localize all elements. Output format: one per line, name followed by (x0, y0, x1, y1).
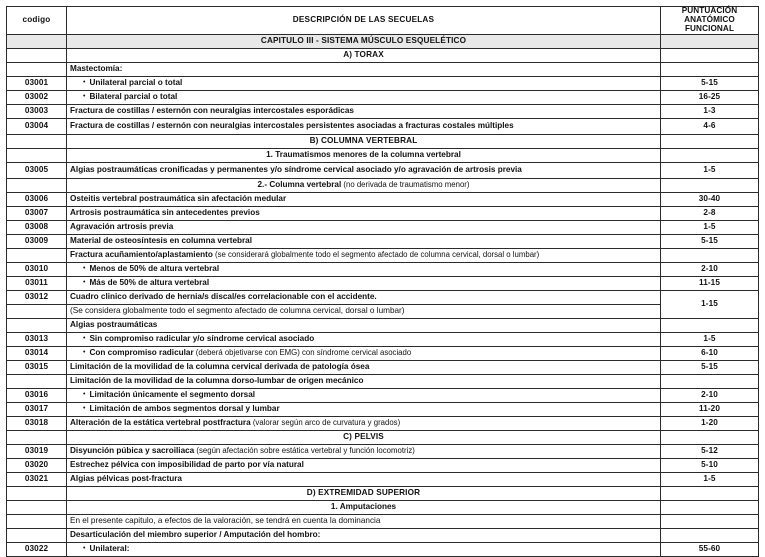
cell-score-empty (661, 430, 759, 444)
cell-score-empty (661, 486, 759, 500)
description-text: Algias pélvicas post-fractura (70, 473, 182, 483)
table-body (7, 34, 759, 556)
table-row (7, 416, 759, 430)
description-text: Bilateral parcial o total (89, 91, 178, 101)
score-value: 5-12 (701, 445, 718, 455)
cell-score (661, 290, 759, 318)
cell-description-chapter (67, 34, 661, 48)
score-value: 1-5 (703, 221, 716, 231)
cell-score (661, 444, 759, 458)
description-text: C) PELVIS (343, 431, 384, 441)
table-row (7, 248, 759, 262)
code-value: 03009 (24, 235, 49, 245)
cell-description-heading (67, 62, 661, 76)
cell-score-empty (661, 178, 759, 192)
cell-code-empty (7, 318, 67, 332)
cell-code (7, 332, 67, 346)
cell-code (7, 444, 67, 458)
cell-score (661, 388, 759, 402)
cell-code (7, 220, 67, 234)
cell-score-empty (661, 318, 759, 332)
description-note: (se considerará globalmente todo el segmento afectado de columna cervical, dorsal o lumbar) (212, 249, 540, 259)
cell-code-empty (7, 148, 67, 162)
description-text: CAPITULO III - SISTEMA MÚSCULO ESQUELÉTICO (260, 35, 467, 45)
description-text: Desarticulación del miembro superior / Amputación del hombro: (70, 529, 321, 539)
cell-code-empty (7, 500, 67, 514)
table-row (7, 290, 759, 304)
cell-code (7, 542, 67, 556)
description-text: Fractura de costillas / esternón con neuralgias intercostales persistentes asociadas a fracturas costales múltiples (70, 120, 514, 130)
score-value: 1-5 (703, 333, 716, 343)
code-value: 03013 (24, 333, 49, 343)
cell-code (7, 104, 67, 118)
cell-score (661, 162, 759, 178)
table-row (7, 276, 759, 290)
table-row (7, 62, 759, 76)
cell-description-bullet (67, 542, 661, 556)
header-score-line1: PUNTUACIÓN (681, 6, 738, 15)
table-row (7, 220, 759, 234)
table-row (7, 234, 759, 248)
description-text: Alteración de la estática vertebral postfractura (70, 417, 251, 427)
description-text: Limitación de la movilidad de la columna dorso-lumbar de origen mecánico (70, 375, 364, 385)
score-value: 4-6 (703, 120, 716, 130)
code-value: 03011 (25, 277, 48, 287)
table-row (7, 500, 759, 514)
cell-description-item (67, 104, 661, 118)
cell-score-empty (661, 500, 759, 514)
score-value: 16-25 (698, 91, 721, 101)
code-value: 03018 (24, 417, 49, 427)
score-value: 55-60 (698, 543, 721, 553)
header-cell-description: DESCRIPCIÓN DE LAS SECUELAS (67, 7, 661, 35)
cell-description-bullet (67, 332, 661, 346)
cell-description-item (67, 118, 661, 134)
description-text: D) EXTREMIDAD SUPERIOR (306, 487, 421, 497)
cell-description-subsection (67, 178, 661, 192)
cell-description-heading (67, 528, 661, 542)
description-text: 2.- Columna vertebral (257, 179, 342, 189)
table-row (7, 514, 759, 528)
cell-description-item (67, 162, 661, 178)
cell-code (7, 206, 67, 220)
code-value: 03012 (24, 291, 49, 301)
table-row (7, 486, 759, 500)
cell-code-empty (7, 248, 67, 262)
description-text: Limitación de ambos segmentos dorsal y lumbar (89, 403, 280, 413)
score-value: 1-15 (701, 298, 718, 308)
code-value: 03002 (24, 91, 49, 101)
score-value: 6-10 (701, 347, 718, 357)
description-text: Agravación artrosis previa (70, 221, 174, 231)
cell-score (661, 360, 759, 374)
cell-description-section (67, 430, 661, 444)
description-text: Unilateral parcial o total (89, 77, 183, 87)
table-header (7, 7, 759, 35)
cell-score (661, 416, 759, 430)
cell-code (7, 276, 67, 290)
description-text: Material de osteosíntesis en columna vertebral (70, 235, 253, 245)
cell-description-subsection (67, 148, 661, 162)
cell-description-section (67, 48, 661, 62)
code-value: 03021 (24, 473, 49, 483)
cell-description-bullet (67, 276, 661, 290)
code-value: 03014 (24, 347, 49, 357)
table-row (7, 458, 759, 472)
description-text: Artrosis postraumática sin antecedentes previos (70, 207, 260, 217)
description-text: Limitación únicamente el segmento dorsal (89, 389, 256, 399)
cell-code-empty (7, 34, 67, 48)
cell-code (7, 118, 67, 134)
table-row (7, 388, 759, 402)
header-score-line2: ANATÓMICO (684, 14, 735, 24)
table-row (7, 162, 759, 178)
cell-score (661, 192, 759, 206)
cell-code (7, 234, 67, 248)
cell-score (661, 346, 759, 360)
cell-score-empty (661, 514, 759, 528)
cell-description-item (67, 458, 661, 472)
cell-code (7, 388, 67, 402)
description-note: (según afectación sobre estática vertebral y función locomotriz) (194, 445, 415, 455)
table-row (7, 206, 759, 220)
score-value: 1-5 (703, 473, 716, 483)
cell-code (7, 290, 67, 304)
cell-code (7, 416, 67, 430)
table-row (7, 528, 759, 542)
cell-description-section (67, 134, 661, 148)
description-text: 1. Traumatismos menores de la columna vertebral (266, 149, 461, 159)
code-value: 03019 (24, 445, 49, 455)
cell-code-empty (7, 514, 67, 528)
score-value: 1-20 (701, 417, 718, 427)
table-row (7, 34, 759, 48)
cell-description-item (67, 416, 661, 430)
cell-description-item (67, 206, 661, 220)
cell-description-item (67, 220, 661, 234)
cell-score (661, 118, 759, 134)
cell-score (661, 206, 759, 220)
cell-code-empty (7, 48, 67, 62)
cell-code-empty (7, 62, 67, 76)
cell-description-note (67, 304, 661, 318)
header-cell-code: codigo (7, 7, 67, 35)
cell-description-bullet (67, 388, 661, 402)
cell-score-empty (661, 528, 759, 542)
description-note: (no derivada de traumatismo menor) (341, 179, 470, 189)
cell-score-empty (661, 148, 759, 162)
code-value: 03010 (24, 263, 49, 273)
score-value: 2-10 (701, 263, 718, 273)
cell-score-empty (661, 62, 759, 76)
score-value: 1-5 (703, 164, 716, 174)
cell-score (661, 276, 759, 290)
cell-score (661, 90, 759, 104)
table-row (7, 318, 759, 332)
cell-code-empty (7, 374, 67, 388)
table-row (7, 472, 759, 486)
description-text: Limitación de la movilidad de la columna cervical derivada de patología ósea (70, 361, 370, 371)
table-row (7, 332, 759, 346)
cell-description-subsection (67, 500, 661, 514)
table-row (7, 192, 759, 206)
description-note: (deberá objetivarse con EMG) con síndrome cervical asociado (193, 347, 412, 357)
cell-code (7, 346, 67, 360)
code-value: 03016 (24, 389, 49, 399)
score-value: 2-10 (701, 389, 718, 399)
description-text: Estrechez pélvica con imposibilidad de parto por vía natural (70, 459, 304, 469)
table-row (7, 178, 759, 192)
cell-description-heading (67, 318, 661, 332)
cell-code-empty (7, 178, 67, 192)
cell-score (661, 542, 759, 556)
cell-code-empty (7, 486, 67, 500)
score-value: 1-3 (703, 105, 716, 115)
score-value: 11-15 (699, 277, 720, 287)
description-text: Fractura acuñamiento/aplastamiento (70, 249, 213, 259)
cell-code-empty (7, 430, 67, 444)
description-text: Unilateral: (89, 543, 130, 553)
cell-score-empty (661, 134, 759, 148)
cell-code (7, 458, 67, 472)
header-row (7, 7, 759, 35)
cell-code-empty (7, 134, 67, 148)
table-row (7, 542, 759, 556)
description-text: Más de 50% de altura vertebral (89, 277, 210, 287)
cell-description-item (67, 360, 661, 374)
cell-score (661, 262, 759, 276)
description-text: Disyunción púbica y sacroiliaca (70, 445, 195, 455)
description-text: Mastectomía: (70, 63, 123, 73)
score-value: 5-10 (701, 459, 718, 469)
description-text: B) COLUMNA VERTEBRAL (309, 135, 418, 145)
cell-code (7, 472, 67, 486)
code-value: 03008 (24, 221, 49, 231)
code-value: 03022 (24, 543, 49, 553)
score-value: 11-20 (699, 403, 720, 413)
description-text: (Se considera globalmente todo el segmento afectado de columna cervical, dorsal o lumbar) (70, 305, 405, 315)
description-text: Cuadro clinico derivado de hernia/s discal/es correlacionable con el accidente. (70, 291, 377, 301)
cell-code (7, 262, 67, 276)
cell-description-bullet (67, 402, 661, 416)
cell-code-empty (7, 528, 67, 542)
description-text: En el presente capitulo, a efectos de la valoración, se tendrá en cuenta la dominancia (70, 515, 381, 525)
description-text: Algias postraumáticas cronificadas y permanentes y/o síndrome cervical asociado y/o agravación de artrosis previa (70, 164, 522, 174)
table-row (7, 118, 759, 134)
cell-code-empty (7, 304, 67, 318)
header-cell-score (661, 7, 759, 35)
cell-description-item (67, 234, 661, 248)
cell-description-item (67, 472, 661, 486)
score-value: 5-15 (701, 361, 718, 371)
table-row (7, 444, 759, 458)
cell-code (7, 76, 67, 90)
cell-score (661, 104, 759, 118)
description-text: A) TORAX (343, 49, 384, 59)
cell-description-bullet (67, 262, 661, 276)
description-text: Con compromiso radicular (89, 347, 194, 357)
cell-description-item (67, 444, 661, 458)
code-value: 03007 (24, 207, 49, 217)
code-value: 03006 (24, 193, 49, 203)
table-row (7, 76, 759, 90)
code-value: 03020 (24, 459, 49, 469)
cell-code (7, 360, 67, 374)
code-value: 03015 (24, 361, 49, 371)
description-text: Menos de 50% de altura vertebral (89, 263, 220, 273)
description-text: 1. Amputaciones (330, 501, 397, 511)
cell-description-bullet (67, 346, 661, 360)
description-note: (valorar según arco de curvatura y grados) (250, 417, 401, 427)
description-text: Sin compromiso radicular y/o síndrome cervical asociado (89, 333, 315, 343)
table-row (7, 374, 759, 388)
cell-description-item (67, 192, 661, 206)
table-row (7, 346, 759, 360)
cell-description-heading (67, 374, 661, 388)
cell-code (7, 402, 67, 416)
cell-description-section (67, 486, 661, 500)
score-value: 5-15 (701, 235, 718, 245)
cell-description-item (67, 290, 661, 304)
baremo-table (6, 6, 759, 557)
description-text: Fractura de costillas / esternón con neuralgias intercostales esporádicas (70, 105, 354, 115)
cell-description-note (67, 514, 661, 528)
cell-score (661, 332, 759, 346)
table-row (7, 104, 759, 118)
cell-code (7, 192, 67, 206)
cell-description-bullet (67, 90, 661, 104)
score-value: 2-8 (703, 207, 716, 217)
table-row (7, 262, 759, 276)
cell-score-empty (661, 374, 759, 388)
cell-code (7, 90, 67, 104)
cell-score (661, 472, 759, 486)
cell-score (661, 76, 759, 90)
description-text: Algias postraumáticas (70, 319, 158, 329)
table-row (7, 48, 759, 62)
table-row (7, 360, 759, 374)
code-value: 03017 (24, 403, 49, 413)
cell-score (661, 402, 759, 416)
header-score-line3: FUNCIONAL (684, 23, 735, 33)
cell-score-empty (661, 34, 759, 48)
cell-score-empty (661, 48, 759, 62)
table-row (7, 90, 759, 104)
cell-code (7, 162, 67, 178)
score-value: 5-15 (701, 77, 718, 87)
cell-description-bullet (67, 76, 661, 90)
table-row (7, 304, 759, 318)
cell-score (661, 220, 759, 234)
cell-score (661, 234, 759, 248)
table-row (7, 430, 759, 444)
score-value: 30-40 (698, 193, 721, 203)
table-row (7, 134, 759, 148)
description-text: Osteitis vertebral postraumática sin afectación medular (70, 193, 287, 203)
code-value: 03005 (24, 164, 49, 174)
cell-description-heading (67, 248, 661, 262)
cell-score-empty (661, 248, 759, 262)
table-row (7, 402, 759, 416)
code-value: 03003 (24, 105, 49, 115)
cell-score (661, 458, 759, 472)
code-value: 03001 (24, 77, 49, 87)
code-value: 03004 (24, 120, 49, 130)
table-row (7, 148, 759, 162)
